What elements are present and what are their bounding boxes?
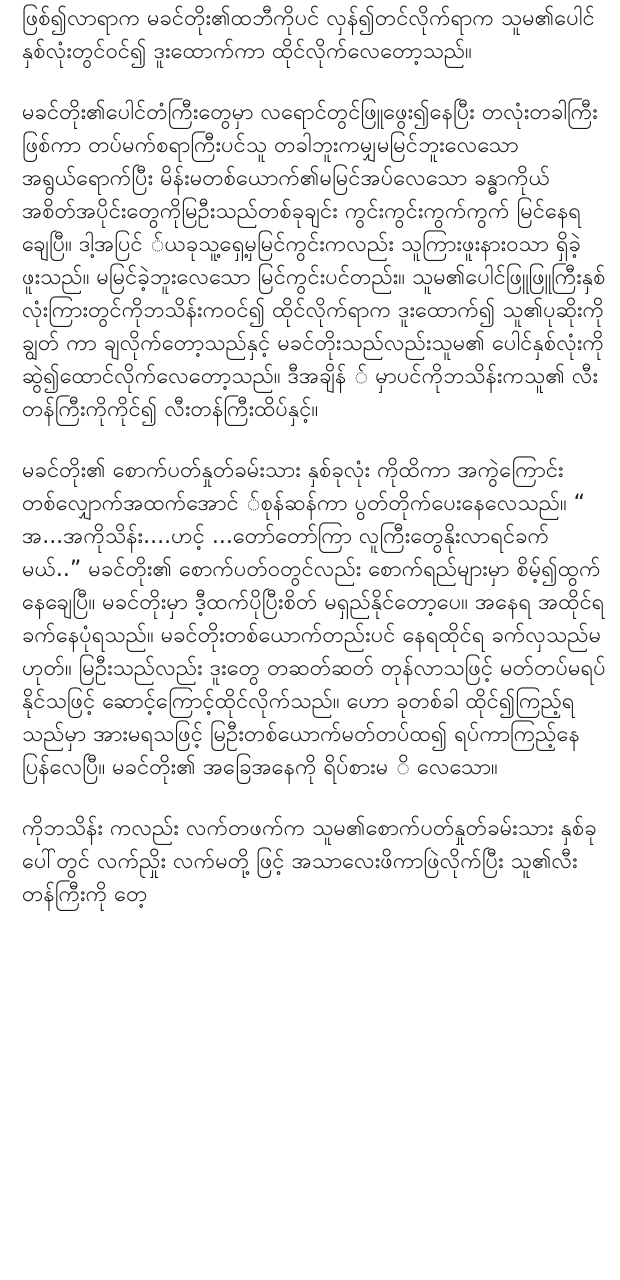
paragraph-1: ဖြစ်၍လာရာက မခင်တိုး၏ထဘီကိုပင် လှန်၍တင်လိုက်ရာက သူမ၏ပေါင်နှစ်လုံးတွင်ဝင်၍ ဒူးထောက်ကာ ထိုင်လိုက်လေတော့သည်။ [22,6,595,64]
paragraph-4: ကိုဘသိန်း ကလည်း လက်တဖက်က သူမ၏စောက်ပတ်နှုတ်ခမ်းသား နှစ်ခုပေါ်တွင် လက်ညှိုး လက်မတို့ ဖြင့် အသာလေးဖိကာဖြဲလိုက်ပြီး သူ၏လီးတန်ကြီးကို တေ့ [22,816,597,907]
paragraph-2: မခင်တိုး၏ပေါင်တံကြီးတွေမှာ လရောင်တွင်ဖြူဖွေး၍နေပြီး တလုံးတခါကြီးဖြစ်ကာ တပ်မက်စရာကြီးပင်သူ တခါဘူးကမျှမမြင်ဘူးလေသော အရွယ်ရောက်ပြီး မိန်းမတစ်ယောက်၏မမြင်အပ်လေသော ခန္ဓာကိုယ်အစိတ်အပိုင်းတွေကိုမြဦးသည်တစ်ခုချင်း ကွင်းကွင်းကွက်ကွက် မြင်နေရချေပြီ။ ဒါ့အပြင် ်ယခုသူ့ရှေ့မှမြင်ကွင်းကလည်း သူကြားဖူးနားဝသာ ရှိခဲ့ဖူးသည်။ မမြင်ခဲ့ဘူးလေသော မြင်ကွင်းပင်တည်း။ သူမ၏ပေါင်ဖြူဖြူကြီးနှစ်လုံးကြားတွင်ကိုဘသိန်းကဝင်၍ ထိုင်လိုက်ရာက ဒူးထောက်၍ သူ၏ပုဆိုးကိုချွတ် ကာ ချလိုက်တော့သည်နှင့် မခင်တိုးသည်လည်းသူမ၏ ပေါင်နှစ်လုံးကိုဆွဲ၍ထောင်လိုက်လေတော့သည်။ ဒီအချိန် ် မှာပင်ကိုဘသိန်းကသူ၏ လီးတန်ကြီးကိုကိုင်၍ လီးတန်ကြီးထိပ်နှင့်။ [22,100,606,422]
paragraph-3: မခင်တိုး၏ စောက်ပတ်နှုတ်ခမ်းသား နှစ်ခုလုံး ကိုထိကာ အကွဲကြောင်းတစ်လျှောက်အထက်အောင် ်စုန်ဆန်ကာ ပွတ်တိုက်ပေးနေလေသည်။ “ အ...အကိုသိန်း....ဟင့် ...တော်တော်ကြာ လူကြီးတွေနိုးလာရင်ခက်မယ်..” မခင်တိုး၏ စောက်ပတ်ဝတွင်လည်း စောက်ရည်များမှာ စိမ့်၍ထွက်နေချေပြီ။ မခင်တိုးမှာ ဒီ့ထက်ပိုပြီးစိတ် မရှည်နိုင်တော့ပေ။ အနေရ အထိုင်ရ ခက်နေပုံရသည်။ မခင်တိုးတစ်ယောက်တည်းပင် နေရထိုင်ရ ခက်လှသည်မဟုတ်။ မြဦးသည်လည်း ဒူးတွေ တဆတ်ဆတ် တုန်လာသဖြင့် မတ်တပ်မရပ်နိုင်သဖြင့် ဆောင့်ကြောင့်ထိုင်လိုက်သည်။ ဟော ခုတစ်ခါ ထိုင်၍ကြည့်ရသည်မှာ အားမရသဖြင့် မြဦးတစ်ယောက်မတ်တပ်ထ၍ ရပ်ကာကြည့်နေပြန်လေပြီ။ မခင်တိုး၏ အခြေအနေကို ရိပ်စားမ ိ လေသော။ [22,458,606,780]
